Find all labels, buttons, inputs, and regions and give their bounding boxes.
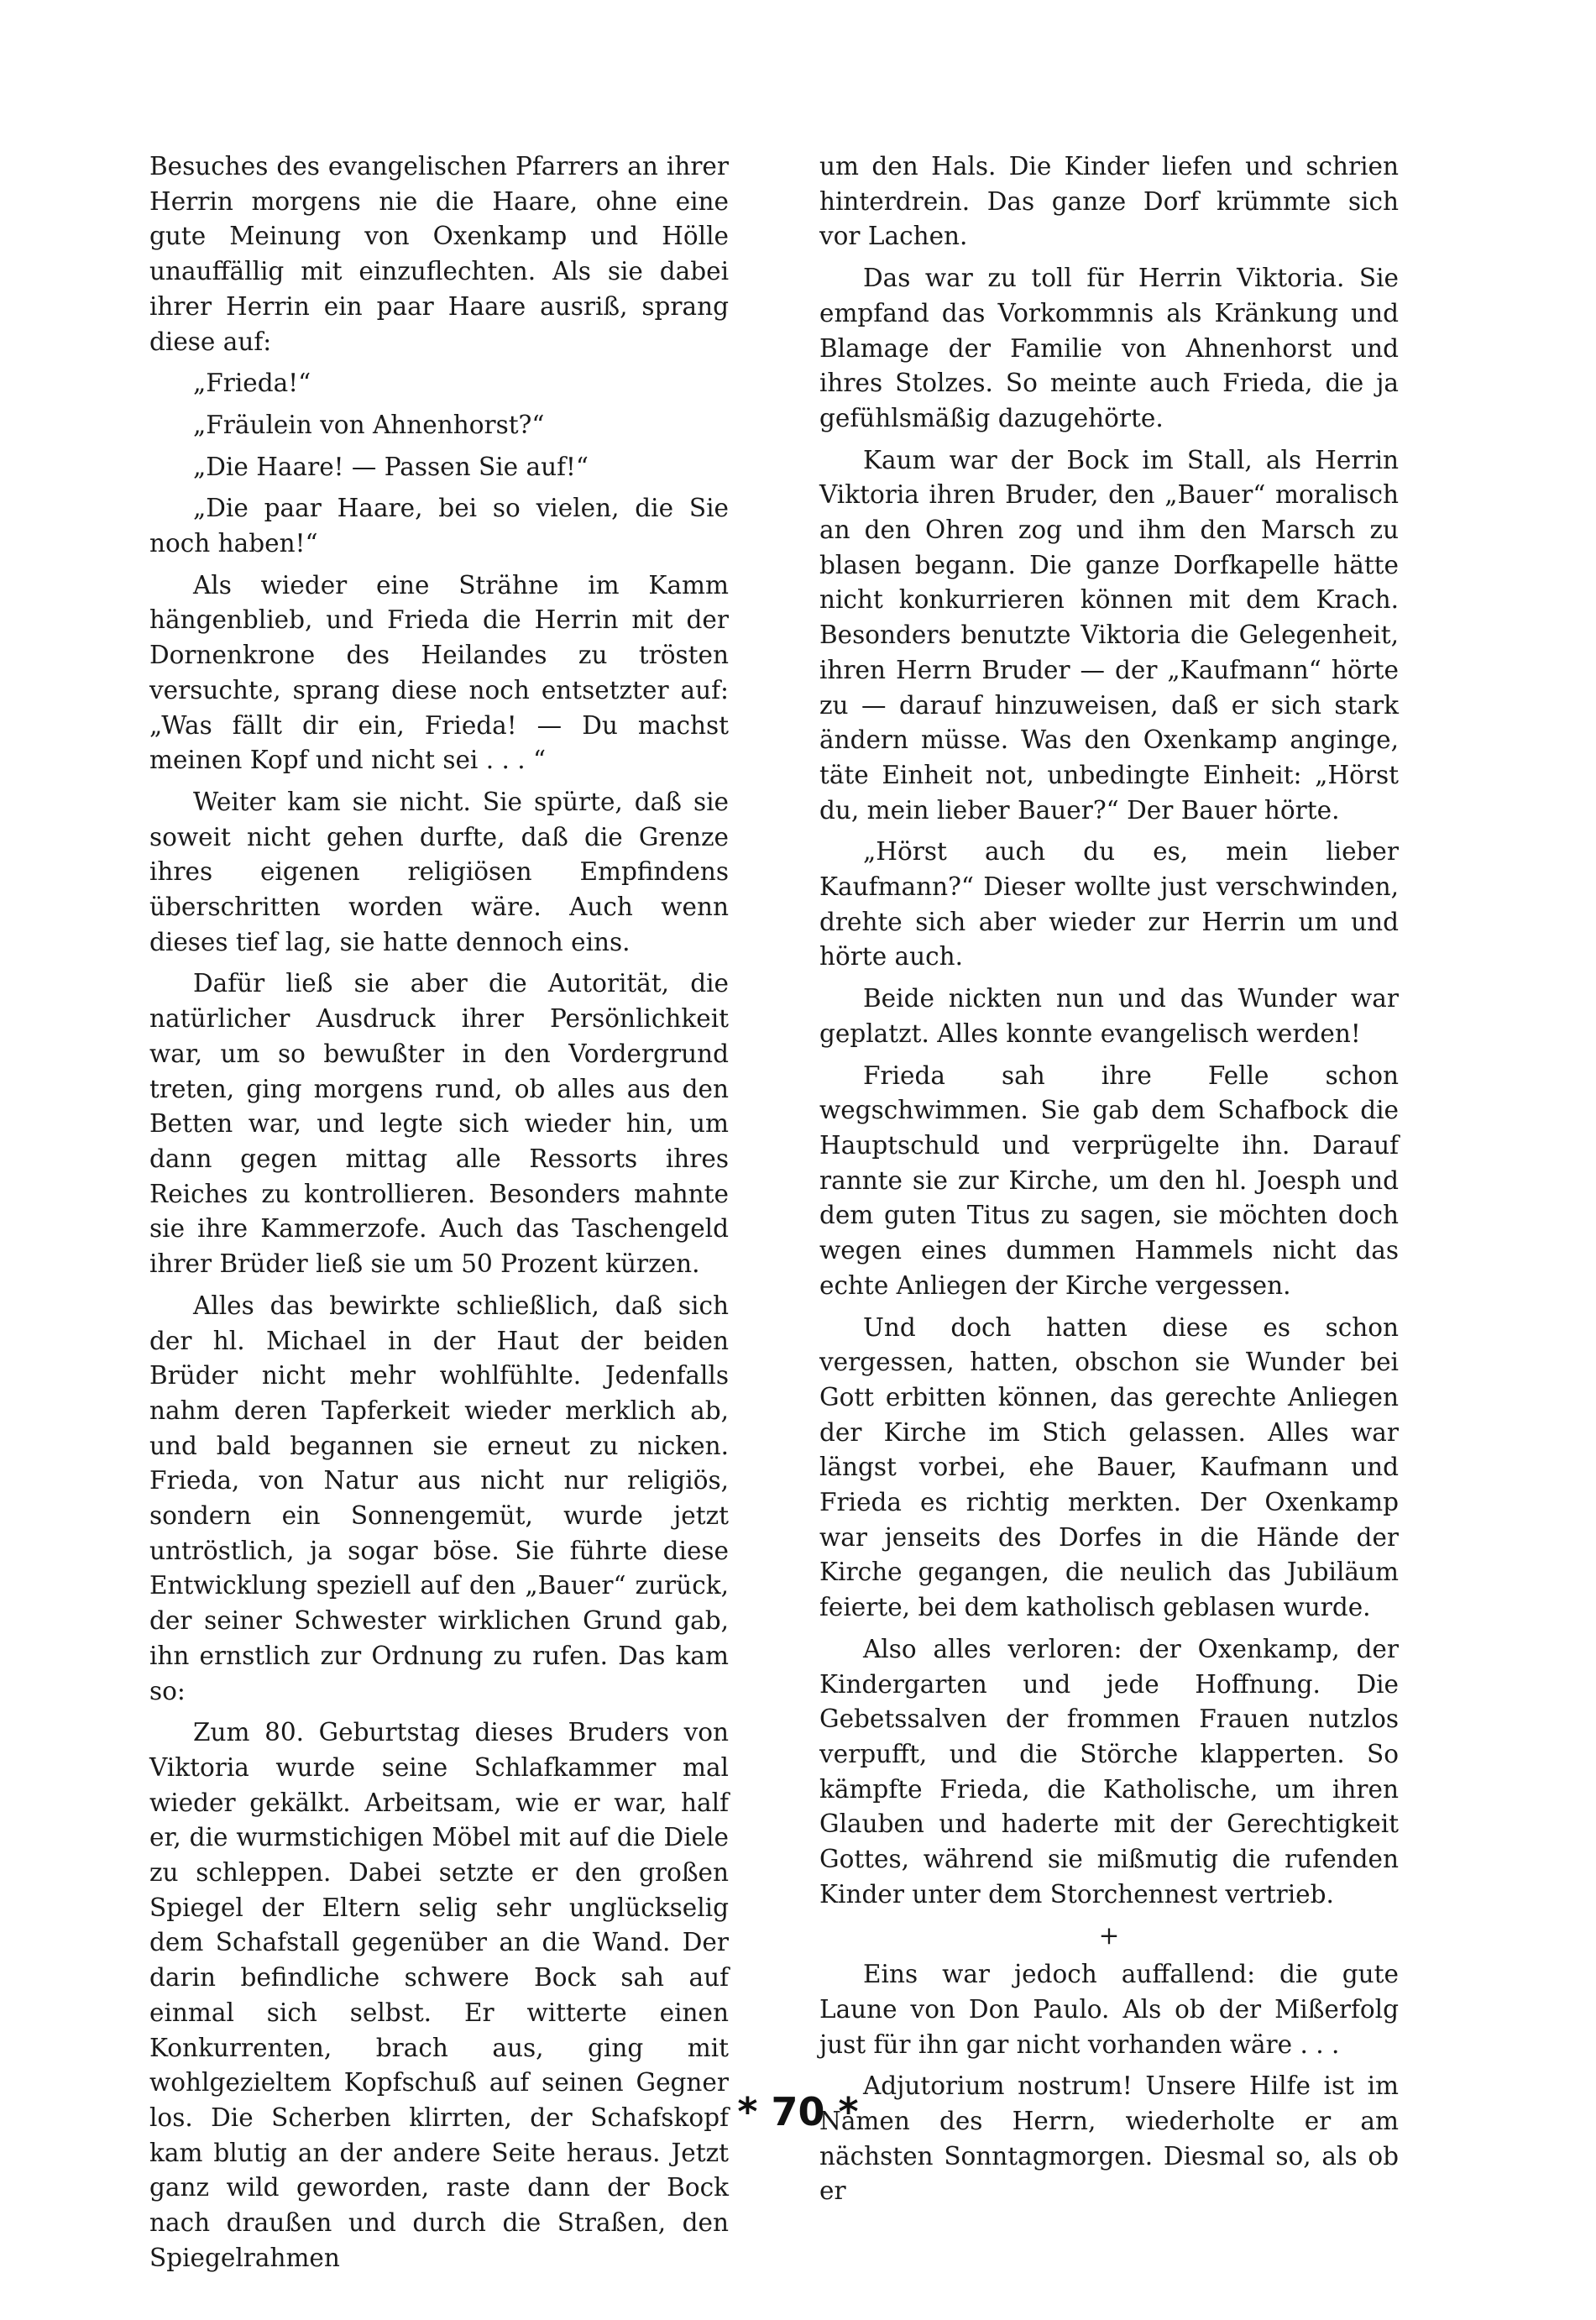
paragraph: „Die Haare! — Passen Sie auf!“ bbox=[193, 452, 589, 481]
page-number: * 70 * bbox=[737, 2089, 859, 2134]
section-separator: + bbox=[1098, 1921, 1120, 1951]
paragraph: um den Hals. Die Kinder liefen und schrien hinterdrein. Das ganze Dorf krümmte sich vor Lachen. bbox=[819, 152, 1399, 251]
paragraph: Alles das bewirkte schließlich, daß sich der hl. Michael in der Haut der beiden Brüder nicht mehr wohlfühlte. Jedenfalls nahm deren Tapferkeit wieder merklich ab, und bald begannen sie erneut zu nicken. Frieda, von Natur aus nicht nur religiös, sondern ein Sonnengemüt, wurde jetzt untröstlich, ja sogar böse. Sie führte diese Entwicklung speziell auf den „Bauer“ zurück, der seiner Schwester wirklichen Grund gab, ihn ernstlich zur Ordnung zu rufen. Das kam so: bbox=[149, 1291, 729, 1705]
paragraph: Das war zu toll für Herrin Viktoria. Sie empfand das Vorkommnis als Kränkung und Blamage der Familie von Ahnenhorst und ihres Stolzes. So meinte auch Frieda, die ja gefühlsmäßig dazugehörte. bbox=[819, 264, 1399, 432]
right-column bbox=[819, 149, 1399, 2216]
paragraph: Beide nickten nun und das Wunder war geplatzt. Alles konnte evangelisch werden! bbox=[819, 984, 1399, 1048]
paragraph: Also alles verloren: der Oxenkamp, der Kindergarten und jede Hoffnung. Die Gebetssalven der frommen Frauen nutzlos verpufft, und die Störche klapperten. So kämpfte Frieda, die Katholische, um ihren Glauben und haderte mit der Gerechtigkeit Gottes, während sie mißmutig die rufenden Kinder unter dem Storchennest vertrieb. bbox=[819, 1634, 1399, 1909]
paragraph: „Die paar Haare, bei so vielen, die Sie noch haben!“ bbox=[149, 494, 729, 558]
paragraph: „Frieda!“ bbox=[193, 369, 311, 398]
left-column bbox=[149, 149, 729, 2282]
paragraph: Weiter kam sie nicht. Sie spürte, daß sie soweit nicht gehen durfte, daß die Grenze ihres eigenen religiösen Empfindens überschritten worden wäre. Auch wenn dieses tief lag, sie hatte dennoch eins. bbox=[149, 787, 729, 956]
paragraph: Eins war jedoch auffallend: die gute Laune von Don Paulo. Als ob der Mißerfolg just für ihn gar nicht vorhanden wäre . . . bbox=[819, 1960, 1399, 2059]
paragraph: Und doch hatten diese es schon vergessen, hatten, obschon sie Wunder bei Gott erbitten können, das gerechte Anliegen der Kirche im Stich gelassen. Alles war längst vorbei, ehe Bauer, Kaufmann und Frieda es richtig merkten. Der Oxenkamp war jenseits des Dorfes in die Hände der Kirche gegangen, die neulich das Jubiläum feierte, bei dem katholisch geblasen wurde. bbox=[819, 1312, 1399, 1622]
paragraph: Frieda sah ihre Felle schon wegschwimmen. Sie gab dem Schafbock die Hauptschuld und verprügelte ihn. Darauf rannte sie zur Kirche, um den hl. Joesph und dem guten Titus zu sagen, sie möchten doch wegen eines dummen Hammels nicht das echte Anliegen der Kirche vergessen. bbox=[819, 1060, 1399, 1300]
paragraph: „Hörst auch du es, mein lieber Kaufmann?“ Dieser wollte just verschwinden, drehte sich aber wieder zur Herrin um und hörte auch. bbox=[819, 837, 1399, 971]
paragraph: Zum 80. Geburtstag dieses Bruders von Viktoria wurde seine Schlafkammer mal wieder gekälkt. Arbeitsam, wie er war, half er, die wurmstichigen Möbel mit auf die Diele zu schleppen. Dabei setzte er den großen Spiegel der Eltern selig sehr unglückselig dem Schafstall gegenüber an die Wand. Der darin befindliche schwere Bock sah auf einmal sich selbst. Er witterte einen Konkurrenten, brach aus, ging mit wohlgezieltem Kopfschuß auf seinen Gegner los. Die Scherben klirrten, der Schafskopf kam blutig an der andere Seite heraus. Jetzt ganz wild geworden, raste dann der Bock nach draußen und durch die Straßen, den Spiegelrahmen bbox=[149, 1718, 729, 2272]
paragraph: Kaum war der Bock im Stall, als Herrin Viktoria ihren Bruder, den „Bauer“ moralisch an den Ohren zog und ihm den Marsch zu blasen begann. Die ganze Dorfkapelle hätte nicht konkurrieren können mit dem Krach. Besonders benutzte Viktoria die Gelegenheit, ihren Herrn Bruder — der „Kaufmann“ hörte zu — darauf hinzuweisen, daß er sich stark ändern müsse. Was den Oxenkamp anginge, täte Einheit not, unbedingte Einheit: „Hörst du, mein lieber Bauer?“ Der Bauer hörte. bbox=[819, 445, 1399, 825]
paragraph: Dafür ließ sie aber die Autorität, die natürlicher Ausdruck ihrer Persönlichkeit war, um so bewußter in den Vordergrund treten, ging morgens rund, ob alles aus den Betten war, und legte sich wieder hin, um dann gegen mittag alle Ressorts ihres Reiches zu kontrollieren. Besonders mahnte sie ihre Kammerzofe. Auch das Taschengeld ihrer Brüder ließ sie um 50 Prozent kürzen. bbox=[149, 969, 729, 1279]
paragraph: Besuches des evangelischen Pfarrers an ihrer Herrin morgens nie die Haare, ohne eine gute Meinung von Oxenkamp und Hölle unauffällig mit einzuflechten. Als sie dabei ihrer Herrin ein paar Haare ausriß, sprang diese auf: bbox=[149, 152, 729, 356]
paragraph: „Fräulein von Ahnenhorst?“ bbox=[193, 410, 545, 439]
paragraph: Als wieder eine Strähne im Kamm hängenblieb, und Frieda die Herrin mit der Dornenkrone des Heilandes zu trösten versuchte, sprang diese noch entsetzter auf: „Was fällt dir ein, Frieda! — Du machst meinen Kopf und nicht sei . . . “ bbox=[149, 570, 729, 775]
paragraph: Adjutorium nostrum! Unsere Hilfe ist im Namen des Herrn, wiederholte er am nächsten Sonntagmorgen. Diesmal so, als ob er bbox=[819, 2071, 1399, 2206]
